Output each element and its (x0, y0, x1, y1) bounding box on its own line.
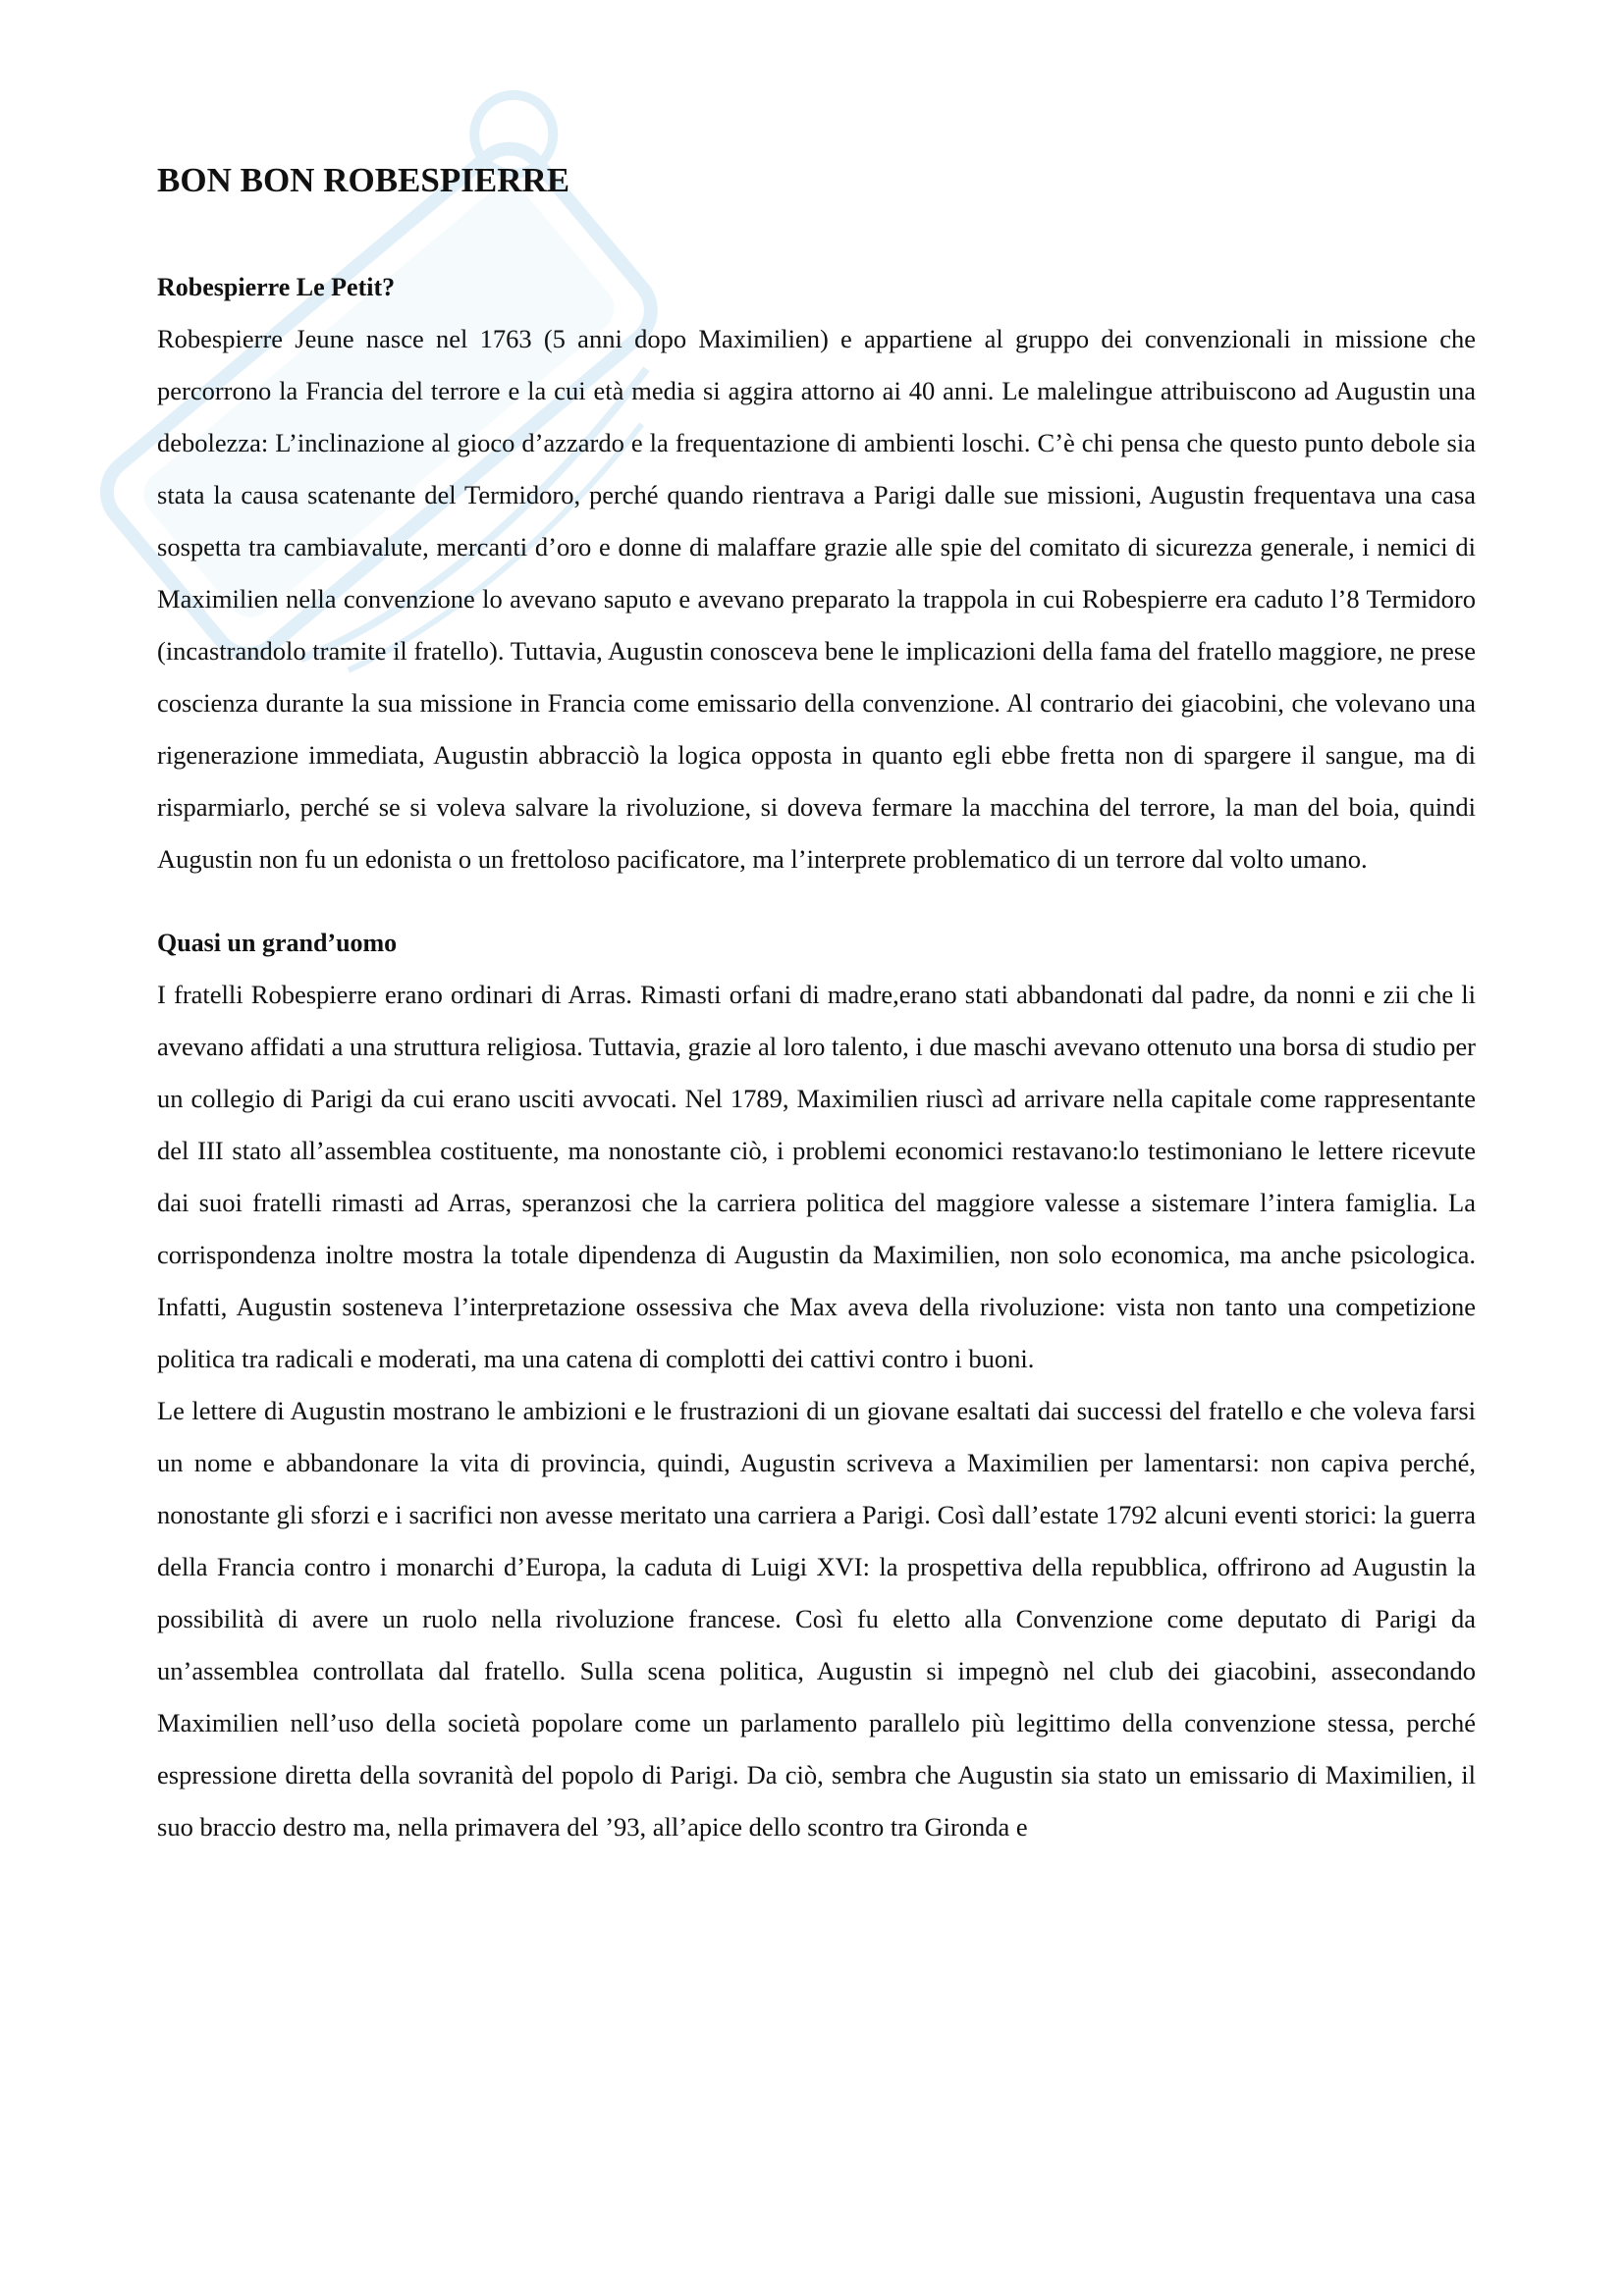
paragraph: Le lettere di Augustin mostrano le ambizioni e le frustrazioni di un giovane esaltati dai successi del fratello e che voleva farsi un nome e abbandonare la vita di provincia, quindi, Augustin scriveva a Maximilien per lamentarsi: non capiva perché, nonostante gli sforzi e i sacrifici non avesse meritato una carriera a Parigi. Così dall’estate 1792 alcuni eventi storici: la guerra della Francia contro i monarchi d’Europa, la caduta di Luigi XVI: la prospettiva della repubblica, offrirono ad Augustin la possibilità di avere un ruolo nella rivoluzione francese. Così fu eletto alla Convenzione come deputato di Parigi da un’assemblea controllata dal fratello. Sulla scena politica, Augustin si impegnò nel club dei giacobini, assecondando Maximilien nell’uso della società popolare come un parlamento parallelo più legittimo della convenzione stessa, perché espressione diretta della sovranità del popolo di Parigi. Da ciò, sembra che Augustin sia stato un emissario di Maximilien, il suo braccio destro ma, nella primavera del ’93, all’apice dello scontro tra Gironda e (157, 1396, 1476, 1842)
document-page (157, 147, 1476, 1853)
paragraph: I fratelli Robespierre erano ordinari di Arras. Rimasti orfani di madre,erano stati abbandonati dal padre, da nonni e zii che li avevano affidati a una struttura religiosa. Tuttavia, grazie al loro talento, i due maschi avevano ottenuto una borsa di studio per un collegio di Parigi da cui erano usciti avvocati. Nel 1789, Maximilien riuscì ad arrivare nella capitale come rappresentante del III stato all’assemblea costituente, ma nonostante ciò, i problemi economici restavano:lo testimoniano le lettere ricevute dai suoi fratelli rimasti ad Arras, speranzosi che la carriera politica del maggiore valesse a sistemare l’intera famiglia. La corrispondenza inoltre mostra la totale dipendenza di Augustin da Maximilien, non solo economica, ma anche psicologica. Infatti, Augustin sosteneva l’interpretazione ossessiva che Max aveva della rivoluzione: vista non tanto una competizione politica tra radicali e moderati, ma una catena di complotti dei cattivi contro i buoni. (157, 980, 1476, 1373)
paragraph: Robespierre Jeune nasce nel 1763 (5 anni dopo Maximilien) e appartiene al gruppo dei convenzionali in missione che percorrono la Francia del terrore e la cui età media si aggira attorno ai 40 anni. Le malelingue attribuiscono ad Augustin una debolezza: L’inclinazione al gioco d’azzardo e la frequentazione di ambienti loschi. C’è chi pensa che questo punto debole sia stata la causa scatenante del Termidoro, perché quando rientrava a Parigi dalle sue missioni, Augustin frequentava una casa sospetta tra cambiavalute, mercanti d’oro e donne di malaffare grazie alle spie del comitato di sicurezza generale, i nemici di Maximilien nella convenzione lo avevano saputo e avevano preparato la trappola in cui Robespierre era caduto l’8 Termidoro (incastrandolo tramite il fratello). Tuttavia, Augustin conosceva bene le implicazioni della fama del fratello maggiore, ne prese coscienza durante la sua missione in Francia come emissario della convenzione. Al contrario dei giacobini, che volevano una rigenerazione immediata, Augustin abbracciò la logica opposta in quanto egli ebbe fretta non di spargere il sangue, ma di risparmiarlo, perché se si voleva salvare la rivoluzione, si doveva fermare la macchina del terrore, la man del boia, quindi Augustin non fu un edonista o un frettoloso pacificatore, ma l’interprete problematico di un terrore dal volto umano. (157, 324, 1476, 874)
document-title: BON BON ROBESPIERRE (157, 161, 570, 199)
section-heading-robespierre-le-petit: Robespierre Le Petit? (157, 273, 396, 301)
section-heading-quasi-un-grand-uomo: Quasi un grand’uomo (157, 929, 398, 957)
